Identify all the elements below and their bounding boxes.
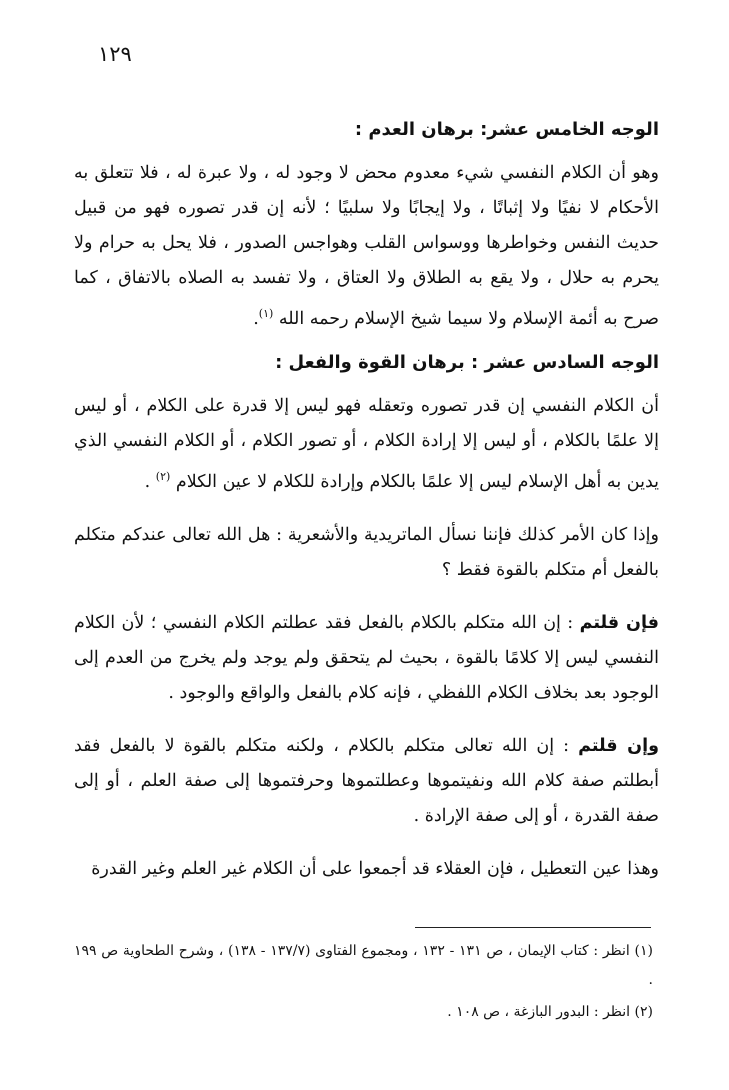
footnotes — [74, 937, 653, 1030]
footnote-reference: (٢) — [155, 469, 171, 483]
paragraph-lead: وإن قلتم — [578, 735, 659, 756]
paragraph — [74, 156, 659, 337]
paragraph-text: وإذا كان الأمر كذلك فإننا نسأل الماتريدية والأشعرية : هل الله تعالى عندكم متكلم بالفعل أم متكلم بالقوة فقط ؟ — [74, 524, 659, 580]
footnote-reference: (١) — [258, 307, 274, 320]
paragraph-end: . — [253, 308, 259, 329]
footnote: (٢) انظر : البدور البازغة ، ص ١٠٨ . — [447, 1004, 653, 1020]
paragraph — [74, 606, 659, 711]
paragraph-text: : إن الله متكلم بالكلام بالفعل فقد عطلتم الكلام النفسي ؛ لأن الكلام النفسي ليس إلا كلامًا بالقوة ، بحيث لم يتحقق ولم يوجد ولم يخرج من العدم إلى الوجود بعد بخلاف الكلام اللفظي ، فإنه كلام بالفعل والواقع والوجود . — [74, 612, 659, 703]
footnote-divider — [415, 927, 651, 928]
paragraph-text: وهو أن الكلام النفسي شيء معدوم محض لا وجود له ، ولا عبرة له ، فلا تتعلق به الأحكام لا نفيًا ولا إثباتًا ، ولا إيجابًا ولا سلبيًا ؛ لأنه إن قدر تصوره فهو من قبيل حديث النفس وخواطرها ووسواس القلب وهواجس الصدور ، فلا يحل به حرام ولا يحرم به حلال ، ولا يقع به الطلاق ولا العتاق ، ولا تفسد به الصلاه بالاتفاق ، كما صرح به أئمة الإسلام ولا سيما شيخ الإسلام رحمه الله — [74, 163, 659, 329]
paragraph — [74, 852, 659, 887]
paragraph-end: . — [144, 471, 156, 492]
paragraph — [74, 729, 659, 834]
section-heading: الوجه الخامس عشر: برهان العدم : — [354, 119, 659, 140]
paragraph — [74, 518, 659, 588]
paragraph-text: وهذا عين التعطيل ، فإن العقلاء قد أجمعوا على أن الكلام غير العلم وغير القدرة — [91, 858, 659, 879]
page-number: ١٢٩ — [98, 42, 132, 66]
paragraph-text: : إن الله تعالى متكلم بالكلام ، ولكنه متكلم بالقوة لا بالفعل فقد أبطلتم صفة كلام الله ونفيتموها وعطلتموها وحرفتموها إلى صفة العلم ، أو إلى صفة القدرة ، أو إلى صفة الإرادة . — [74, 735, 659, 826]
paragraph — [74, 389, 659, 500]
page-body — [74, 112, 659, 887]
paragraph-lead: فإن قلتم — [579, 612, 659, 633]
paragraph-text: أن الكلام النفسي إن قدر تصوره وتعقله فهو ليس إلا قدرة على الكلام ، أو ليس إلا علمًا بالكلام ، أو ليس إلا إرادة الكلام ، أو تصور الكلام ، أو الكلام النفسي الذي يدين به أهل الإسلام ليس إلا علمًا بالكلام وإرادة للكلام لا عين الكلام — [74, 395, 659, 492]
section-heading: الوجه السادس عشر : برهان القوة والفعل : — [275, 351, 659, 373]
footnote: (١) انظر : كتاب الإيمان ، ص ١٣١ - ١٣٢ ، ومجموع الفتاوى (١٣٧/٧ - ١٣٨) ، وشرح الطحاوية ص ١٩٩ . — [74, 943, 654, 988]
